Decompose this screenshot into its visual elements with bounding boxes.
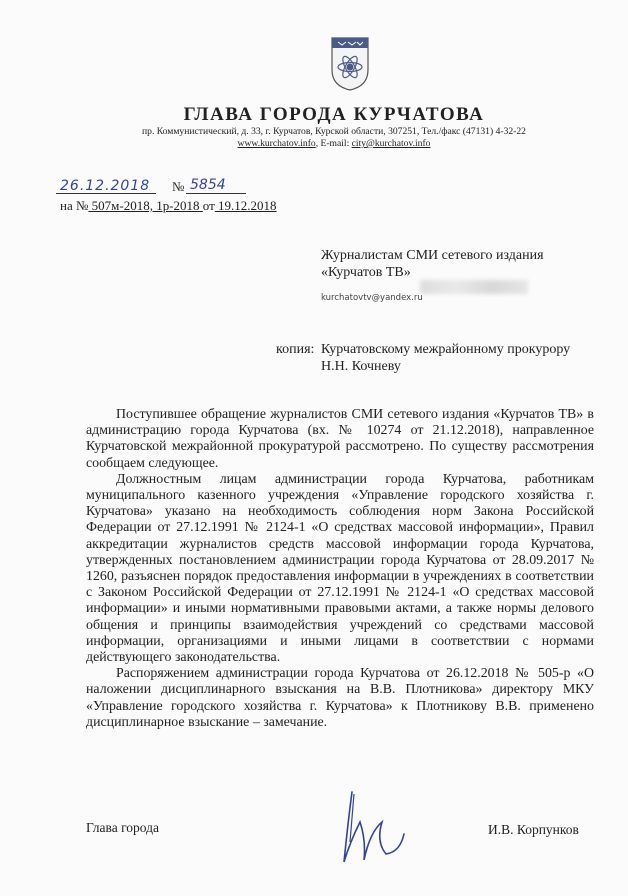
reference-line xyxy=(60,198,277,214)
reference-numbers: 507м-2018, 1р-2018 xyxy=(88,198,203,213)
letter-body xyxy=(86,407,594,731)
reference-from: от xyxy=(202,198,215,213)
body-paragraph-3: Распоряжением администрации города Курчатова от 26.12.2018 № 505-р «О наложении дисциплинарного взыскания на В.В. Плотникова» директору МКУ «Управление городского хозяйства г. Курчатова» к Плотникову В.В. применено дисциплинарное взыскание – замечание. xyxy=(86,666,594,730)
reference-prefix: на № xyxy=(60,198,89,213)
body-paragraph-2: Должностным лицам администрации города Курчатова, работникам муниципального казенного учреждения «Управление городского хозяйства г. Курчатова» указано на необходимость соблюдения норм Закона Российской Федерации от 27.12.1991 № 2124-1 «О средствах массовой информации», Правил аккредитации журналистов средств массовой информации города Курчатова, утвержденных постановлением администрации города Курчатова от 28.09.2017 № 1260, разъяснен порядок предоставления информации в учреждениях в соответствии с Законом Российской Федерации от 27.12.1991 № 2124-1 «О средствах массовой информации» и иными нормативными правовыми актами, а также нормы делового общения и принципы взаимодействия учреждений со средствами массовой информации, организациями и иными лицами в соответствии с нормами действующего законодательства. xyxy=(86,471,594,666)
website-link[interactable]: www.kurchatov.info xyxy=(237,138,316,149)
outgoing-date: 26.12.2018 xyxy=(60,178,151,194)
date-underline xyxy=(56,193,156,194)
addressee-line-1: Журналистам СМИ сетевого издания xyxy=(321,248,544,263)
copy-label: копия: xyxy=(276,342,315,357)
addressee-email: kurchatovtv@yandex.ru xyxy=(321,293,423,303)
body-paragraph-1: Поступившее обращение журналистов СМИ сетевого издания «Курчатов ТВ» в администрацию города Курчатова (вх. № 10274 от 21.12.2018), направленное Курчатовской межрайонной прокуратурой рассмотрено. По существу рассмотрения сообщаем следующее. xyxy=(86,407,594,471)
number-underline xyxy=(186,193,246,194)
copy-recipient-line-1: Курчатовскому межрайонному прокурору xyxy=(321,342,571,357)
copy-recipient-line-2: Н.Н. Кочневу xyxy=(321,359,401,374)
reference-date: 19.12.2018 xyxy=(214,198,277,213)
letterhead-contacts xyxy=(0,138,628,149)
letterhead-address: пр. Коммунистический, д. 33, г. Курчатов, Курской области, 307251, Тел./факс (47131) 4-32-22 xyxy=(142,126,526,137)
handwritten-signature-icon xyxy=(330,782,420,870)
number-sign: № xyxy=(172,179,185,194)
email-link[interactable]: city@kurchatov.info xyxy=(351,138,431,149)
letterhead-title: ГЛАВА ГОРОДА КУРЧАТОВА xyxy=(183,104,485,125)
signatory-name: И.В. Корпунков xyxy=(488,822,579,837)
addressee-line-2: «Курчатов ТВ» xyxy=(321,265,411,280)
city-coat-of-arms-icon xyxy=(330,36,370,92)
email-label: , E-mail: xyxy=(315,138,352,149)
signatory-position: Глава города xyxy=(86,820,160,835)
outgoing-number: 5854 xyxy=(190,177,226,193)
redacted-area xyxy=(420,280,528,294)
